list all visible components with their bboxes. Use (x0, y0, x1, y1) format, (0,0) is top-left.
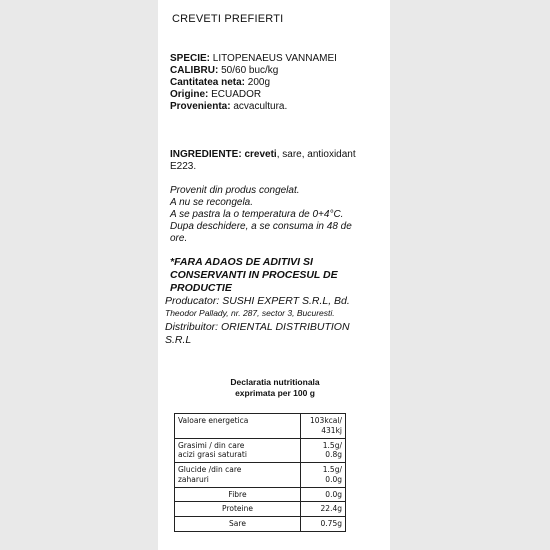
storage-line: Provenit din produs congelat. (170, 185, 300, 196)
ingredients-line-2: E223. (170, 161, 197, 172)
nutrient-value: 22.4g (301, 502, 346, 517)
additives-note: CONSERVANTI IN PROCESUL DE (170, 269, 338, 281)
additives-note: *FARA ADAOS DE ADITIVI SI (170, 256, 313, 268)
nutrient-name: Sare (175, 517, 301, 532)
producer-address: Theodor Pallady, nr. 287, sector 3, Bucuresti. (165, 308, 335, 318)
nutrition-title: Declaratia nutritionala (230, 377, 320, 387)
additives-note: PRODUCTIE (170, 282, 232, 294)
spec-caliber: CALIBRU: 50/60 buc/kg (170, 65, 279, 76)
spec-net-quantity: Cantitatea neta: 200g (170, 77, 271, 88)
table-row (175, 517, 346, 532)
table-row (175, 487, 346, 502)
storage-line: ore. (170, 233, 188, 244)
nutrient-value: 103kcal/ 431kj (301, 414, 346, 439)
table-row (175, 438, 346, 463)
table-row (175, 463, 346, 488)
table-row (175, 414, 346, 439)
nutrient-name: Grasimi / din care acizi grasi saturati (175, 438, 301, 463)
distributor-line: S.R.L (165, 334, 192, 346)
spec-species: SPECIE: LITOPENAEUS VANNAMEI (170, 53, 337, 64)
product-title: CREVETI PREFIERTI (172, 13, 284, 25)
nutrient-name: Glucide /din care zaharuri (175, 463, 301, 488)
storage-line: Dupa deschidere, a se consuma in 48 de (170, 221, 352, 232)
nutrient-value: 0.75g (301, 517, 346, 532)
nutrient-value: 1.5g/ 0.8g (301, 438, 346, 463)
nutrient-value: 1.5g/ 0.0g (301, 463, 346, 488)
table-row (175, 502, 346, 517)
ingredients-line: INGREDIENTE: creveti, sare, antioxidant (170, 149, 356, 160)
nutrient-name: Fibre (175, 487, 301, 502)
nutrition-table (174, 413, 346, 532)
spec-provenance: Provenienta: acvacultura. (170, 101, 288, 112)
nutrient-value: 0.0g (301, 487, 346, 502)
storage-line: A se pastra la o temperatura de 0+4°C. (170, 209, 344, 220)
nutrient-name: Proteine (175, 502, 301, 517)
storage-line: A nu se recongela. (170, 197, 254, 208)
spec-origin: Origine: ECUADOR (170, 89, 262, 100)
distributor-line: Distribuitor: ORIENTAL DISTRIBUTION (165, 321, 350, 333)
producer-line: Producator: SUSHI EXPERT S.R.L, Bd. (165, 295, 350, 307)
nutrition-subtitle: exprimata per 100 g (235, 388, 315, 398)
nutrient-name: Valoare energetica (175, 414, 301, 439)
